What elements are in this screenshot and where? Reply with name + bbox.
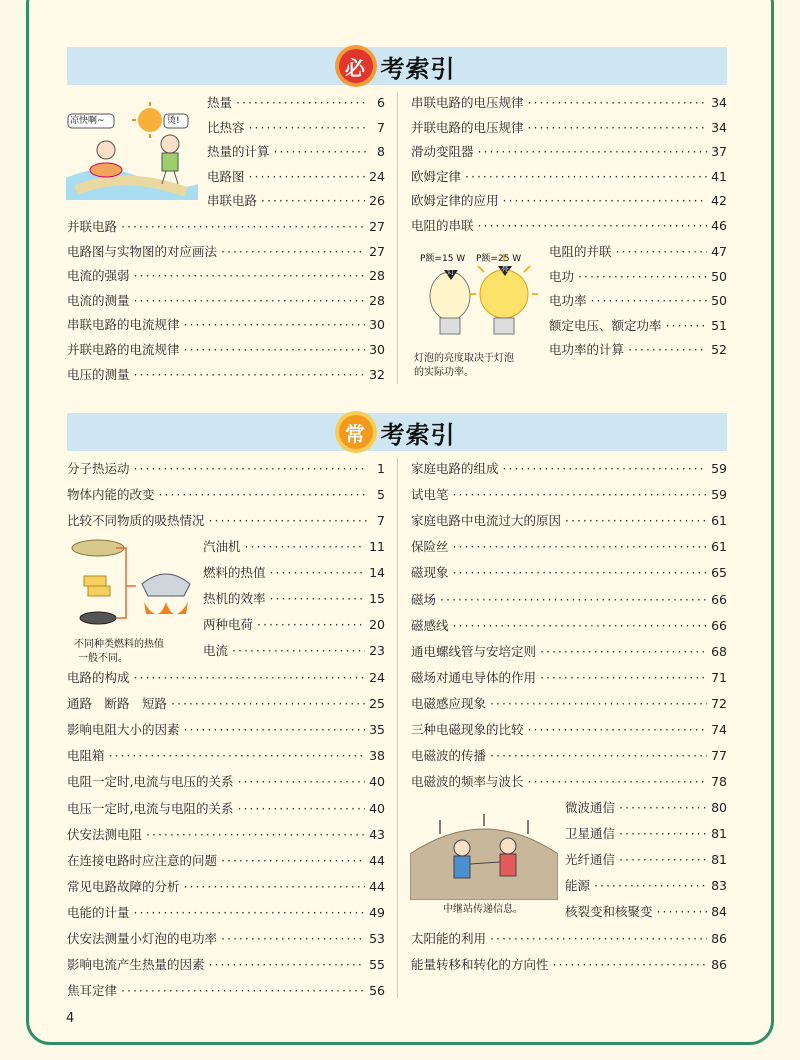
entry-page-number: 15	[369, 591, 385, 607]
index-entry[interactable]	[67, 485, 385, 505]
leader-dots	[121, 217, 365, 237]
index-entry[interactable]	[411, 216, 727, 236]
entry-label: 焦耳定律	[67, 983, 118, 999]
bulb-tag: 灯	[447, 267, 455, 276]
leader-dots	[578, 267, 707, 287]
index-entry[interactable]	[411, 142, 727, 162]
entry-label: 燃料的热值	[203, 565, 266, 581]
entry-label: 三种电磁现象的比较	[411, 722, 524, 737]
entry-label: 家庭电路的组成	[411, 461, 499, 476]
entry-page-number: 5	[377, 487, 385, 503]
entry-page-number: 8	[377, 144, 385, 160]
entry-page-number: 44	[369, 878, 385, 894]
leader-dots	[553, 955, 708, 975]
leader-dots	[453, 616, 708, 636]
entry-label: 影响电流产生热量的因素	[67, 957, 205, 973]
index-entry[interactable]	[67, 772, 385, 792]
index-entry[interactable]	[411, 590, 727, 610]
leader-dots	[134, 291, 366, 311]
leader-dots	[528, 118, 708, 138]
entry-label: 比热容	[207, 119, 245, 135]
entry-label: 串联电路的电流规律	[67, 317, 180, 333]
leader-dots	[237, 772, 365, 792]
entry-page-number: 71	[711, 669, 727, 685]
entry-page-number: 81	[711, 852, 727, 868]
leader-dots	[490, 929, 707, 949]
leader-dots	[478, 142, 708, 162]
entry-page-number: 61	[711, 539, 727, 555]
leader-dots	[134, 459, 367, 479]
entry-page-number: 28	[369, 268, 385, 284]
entry-label: 电功	[549, 268, 575, 284]
index-entry[interactable]	[67, 877, 385, 897]
bulb-power-label: P额=15 W	[420, 254, 466, 264]
entry-label: 磁感线	[411, 617, 449, 633]
leader-dots	[270, 563, 366, 583]
index-entry[interactable]	[67, 981, 385, 1001]
entry-page-number: 6	[377, 95, 385, 110]
index-entry[interactable]	[411, 955, 727, 975]
entry-page-number: 26	[369, 193, 385, 209]
bulb-caption: 灯泡的亮度取决于灯泡	[414, 353, 514, 364]
leader-dots	[528, 772, 708, 792]
leader-dots	[184, 720, 366, 740]
entry-label: 串联电路的电压规律	[411, 95, 524, 110]
entry-page-number: 7	[377, 513, 385, 529]
leader-dots	[490, 694, 707, 714]
entry-page-number: 23	[369, 643, 385, 659]
leader-dots	[666, 316, 708, 336]
leader-dots	[134, 266, 366, 286]
entry-page-number: 28	[369, 292, 385, 308]
leader-dots	[134, 903, 366, 923]
common-badge: 常	[339, 415, 373, 449]
entry-page-number: 53	[369, 931, 385, 946]
entry-page-number: 43	[369, 826, 385, 842]
page-number: 4	[66, 1011, 75, 1026]
entry-label: 能量转移和转化的方向性	[411, 957, 549, 973]
leader-dots	[619, 798, 707, 818]
index-entry[interactable]	[207, 118, 385, 138]
entry-page-number: 86	[711, 931, 727, 946]
entry-page-number: 37	[711, 144, 727, 160]
section-title: 考索引	[380, 54, 456, 83]
entry-page-number: 61	[711, 513, 727, 529]
entry-page-number: 65	[711, 565, 727, 581]
entry-label: 保险丝	[411, 539, 449, 555]
index-entry[interactable]	[411, 191, 727, 211]
leader-dots	[261, 191, 365, 211]
leader-dots	[503, 191, 708, 211]
leader-dots	[540, 668, 707, 688]
leader-dots	[274, 142, 367, 162]
entry-label: 伏安法测量小灯泡的电功率	[67, 931, 218, 946]
index-entry[interactable]	[67, 340, 385, 360]
entry-label: 并联电路	[67, 219, 118, 234]
index-entry[interactable]	[67, 291, 385, 311]
entry-page-number: 14	[369, 565, 385, 581]
index-entry[interactable]	[411, 694, 727, 714]
section-banner-common	[67, 413, 727, 451]
entry-label: 电压的测量	[67, 366, 130, 382]
leader-dots	[440, 590, 707, 610]
entry-page-number: 40	[369, 774, 385, 790]
entry-label: 电压一定时,电流与电阻的关系	[67, 800, 234, 816]
index-entry[interactable]	[411, 93, 727, 113]
index-entry[interactable]	[203, 641, 385, 661]
entry-page-number: 86	[711, 957, 727, 973]
bubble-text: 凉快啊~	[70, 116, 105, 126]
index-entry[interactable]	[67, 668, 385, 688]
entry-page-number: 81	[711, 826, 727, 842]
leader-dots	[171, 694, 365, 714]
fuels-illustration	[66, 536, 196, 636]
entry-page-number: 52	[711, 342, 727, 358]
leader-dots	[121, 981, 365, 1001]
fuel-caption: 不同种类燃料的热值	[74, 639, 164, 650]
leader-dots	[453, 563, 708, 583]
entry-page-number: 77	[711, 748, 727, 764]
leader-dots	[134, 668, 366, 688]
index-entry[interactable]	[67, 955, 385, 975]
entry-label: 并联电路的电压规律	[411, 119, 524, 135]
leader-dots	[528, 93, 708, 113]
entry-label: 电阻的串联	[411, 218, 474, 233]
index-entry[interactable]	[203, 537, 385, 557]
leader-dots	[619, 824, 707, 844]
entry-label: 热量的计算	[207, 144, 270, 160]
index-entry[interactable]	[411, 746, 727, 766]
entry-page-number: 41	[711, 168, 727, 184]
entry-label: 电流的强弱	[67, 268, 130, 284]
leader-dots	[465, 167, 707, 187]
entry-label: 常见电路故障的分析	[67, 878, 180, 894]
leader-dots	[249, 167, 366, 187]
entry-page-number: 27	[369, 219, 385, 234]
index-entry[interactable]	[549, 242, 727, 262]
leader-dots	[249, 118, 367, 138]
entry-page-number: 11	[369, 539, 385, 554]
entry-page-number: 78	[711, 774, 727, 790]
entry-label: 电阻的并联	[549, 244, 612, 259]
index-entry[interactable]	[411, 511, 727, 531]
entry-label: 热量	[207, 95, 233, 110]
entry-page-number: 80	[711, 800, 727, 815]
leader-dots	[270, 589, 366, 609]
leader-dots	[221, 851, 365, 871]
entry-label: 比较不同物质的吸热情况	[67, 513, 205, 529]
index-entry[interactable]	[411, 720, 727, 740]
entry-page-number: 24	[369, 168, 385, 184]
index-entry[interactable]	[565, 876, 727, 896]
index-entry[interactable]	[411, 485, 727, 505]
index-entry[interactable]	[67, 825, 385, 845]
entry-label: 汽油机	[203, 539, 241, 554]
index-entry[interactable]	[67, 851, 385, 871]
entry-label: 电磁波的传播	[411, 748, 487, 764]
leader-dots	[134, 365, 366, 385]
leader-dots	[232, 641, 365, 661]
index-entry[interactable]	[411, 167, 727, 187]
entry-label: 电磁感应现象	[411, 695, 487, 711]
column-divider	[397, 92, 398, 384]
entry-label: 太阳能的利用	[411, 931, 487, 946]
entry-label: 热机的效率	[203, 591, 266, 607]
entry-label: 家庭电路中电流过大的原因	[411, 513, 562, 529]
entry-page-number: 34	[711, 119, 727, 135]
relay-caption: 中继站传递信息。	[443, 904, 523, 915]
leader-dots	[109, 746, 366, 766]
entry-page-number: 27	[369, 243, 385, 259]
leader-dots	[594, 876, 707, 896]
leader-dots	[591, 291, 708, 311]
entry-page-number: 20	[369, 617, 385, 633]
index-entry[interactable]	[549, 316, 727, 336]
leader-dots	[184, 315, 366, 335]
entry-page-number: 30	[369, 342, 385, 357]
entry-label: 电路图	[207, 168, 245, 184]
entry-label: 电阻一定时,电流与电压的关系	[67, 774, 234, 790]
entry-label: 电阻箱	[67, 748, 105, 764]
index-entry[interactable]	[411, 642, 727, 662]
index-entry[interactable]	[411, 118, 727, 138]
index-entry[interactable]	[549, 291, 727, 311]
entry-page-number: 59	[711, 461, 727, 476]
index-entry[interactable]	[203, 589, 385, 609]
entry-label: 串联电路	[207, 193, 258, 209]
entry-page-number: 47	[711, 244, 727, 259]
leader-dots	[503, 459, 708, 479]
index-entry[interactable]	[67, 242, 385, 262]
entry-label: 分子热运动	[67, 461, 130, 476]
entry-label: 微波通信	[565, 800, 616, 815]
entry-page-number: 30	[369, 317, 385, 333]
index-entry[interactable]	[411, 929, 727, 949]
index-entry[interactable]	[565, 798, 727, 818]
index-entry[interactable]	[67, 266, 385, 286]
index-entry[interactable]	[67, 217, 385, 237]
bulb-tag: 亮	[501, 264, 509, 273]
index-entry[interactable]	[67, 315, 385, 335]
leader-dots	[221, 929, 365, 949]
index-entry[interactable]	[203, 615, 385, 635]
index-entry[interactable]	[207, 191, 385, 211]
index-entry[interactable]	[565, 902, 727, 922]
entry-label: 电磁波的频率与波长	[411, 774, 524, 790]
leader-dots	[490, 746, 707, 766]
entry-label: 影响电阻大小的因素	[67, 722, 180, 738]
leader-dots	[540, 642, 707, 662]
column-divider	[397, 458, 398, 998]
entry-label: 电流	[203, 643, 229, 659]
entry-page-number: 32	[369, 366, 385, 382]
leader-dots	[184, 340, 366, 360]
entry-page-number: 38	[369, 748, 385, 764]
entry-label: 在连接电路时应注意的问题	[67, 852, 218, 868]
index-entry[interactable]	[67, 929, 385, 949]
entry-label: 磁场对通电导体的作用	[411, 669, 537, 685]
leader-dots	[236, 93, 367, 113]
entry-page-number: 46	[711, 218, 727, 233]
index-entry[interactable]	[207, 93, 385, 113]
entry-label: 欧姆定律的应用	[411, 193, 499, 209]
entry-page-number: 44	[369, 852, 385, 868]
index-entry[interactable]	[411, 668, 727, 688]
leader-dots	[453, 537, 708, 557]
index-entry[interactable]	[67, 511, 385, 531]
index-entry[interactable]	[67, 365, 385, 385]
index-entry[interactable]	[411, 616, 727, 636]
leader-dots	[237, 799, 365, 819]
leader-dots	[257, 615, 365, 635]
entry-page-number: 50	[711, 268, 727, 284]
index-entry[interactable]	[203, 563, 385, 583]
index-entry[interactable]	[411, 563, 727, 583]
leader-dots	[209, 955, 366, 975]
entry-page-number: 40	[369, 800, 385, 816]
index-entry[interactable]	[411, 459, 727, 479]
entry-page-number: 84	[711, 904, 727, 920]
entry-label: 电路图与实物图的对应画法	[67, 243, 218, 259]
index-entry[interactable]	[411, 772, 727, 792]
entry-page-number: 83	[711, 878, 727, 894]
entry-label: 电路的构成	[67, 670, 130, 685]
entry-label: 光纤通信	[565, 852, 616, 868]
entry-label: 电功率	[549, 293, 587, 309]
entry-page-number: 24	[369, 670, 385, 685]
entry-page-number: 51	[711, 317, 727, 333]
entry-label: 电能的计量	[67, 904, 130, 920]
required-badge: 必	[339, 49, 373, 83]
bubble-text: 烫!	[167, 116, 180, 126]
leader-dots	[146, 825, 365, 845]
entry-label: 电功率的计算	[549, 342, 625, 358]
entry-page-number: 74	[711, 722, 727, 737]
leader-dots	[628, 340, 707, 360]
entry-page-number: 56	[369, 983, 385, 999]
index-entry[interactable]	[67, 799, 385, 819]
index-entry[interactable]	[565, 850, 727, 870]
entry-label: 物体内能的改变	[67, 487, 155, 503]
entry-page-number: 72	[711, 695, 727, 711]
entry-label: 并联电路的电流规律	[67, 342, 180, 357]
entry-label: 滑动变阻器	[411, 144, 474, 160]
relay-station-illustration	[410, 814, 558, 900]
entry-label: 磁场	[411, 591, 437, 607]
leader-dots	[221, 242, 365, 262]
entry-label: 通路 断路 短路	[67, 696, 168, 712]
index-entry[interactable]	[207, 167, 385, 187]
section-title: 考索引	[380, 420, 456, 449]
leader-dots	[565, 511, 707, 531]
entry-label: 通电螺线管与安培定则	[411, 643, 537, 659]
index-entry[interactable]	[411, 537, 727, 557]
entry-page-number: 25	[369, 696, 385, 712]
entry-label: 伏安法测电阻	[67, 826, 143, 842]
entry-label: 电流的测量	[67, 292, 130, 308]
entry-label: 磁现象	[411, 565, 449, 581]
index-entry[interactable]	[67, 459, 385, 479]
fuel-caption: 一般不同。	[78, 653, 128, 664]
entry-page-number: 55	[369, 957, 385, 973]
index-entry[interactable]	[67, 746, 385, 766]
entry-page-number: 7	[377, 119, 385, 135]
index-entry[interactable]	[549, 267, 727, 287]
entry-page-number: 50	[711, 293, 727, 309]
index-entry[interactable]	[67, 720, 385, 740]
entry-label: 能源	[565, 878, 591, 894]
entry-page-number: 49	[369, 904, 385, 920]
leader-dots	[209, 511, 367, 531]
entry-page-number: 1	[377, 461, 385, 476]
entry-page-number: 35	[369, 722, 385, 738]
leader-dots	[528, 720, 708, 740]
entry-page-number: 59	[711, 487, 727, 503]
entry-label: 卫星通信	[565, 826, 616, 842]
index-entry[interactable]	[565, 824, 727, 844]
index-entry[interactable]	[67, 694, 385, 714]
entry-page-number: 68	[711, 643, 727, 659]
index-entry[interactable]	[549, 340, 727, 360]
entry-label: 欧姆定律	[411, 168, 462, 184]
bulb-power-label: P额=25 W	[476, 254, 522, 264]
leader-dots	[616, 242, 708, 262]
entry-label: 核裂变和核聚变	[565, 904, 653, 920]
leader-dots	[245, 537, 366, 557]
leader-dots	[159, 485, 367, 505]
entry-label: 试电笔	[411, 487, 449, 503]
leader-dots	[453, 485, 708, 505]
entry-label: 两种电荷	[203, 617, 254, 633]
section-banner-required	[67, 47, 727, 85]
leader-dots	[619, 850, 707, 870]
entry-page-number: 34	[711, 95, 727, 110]
index-entry[interactable]	[67, 903, 385, 923]
entry-page-number: 66	[711, 617, 727, 633]
leader-dots	[657, 902, 708, 922]
entry-page-number: 66	[711, 591, 727, 607]
entry-page-number: 42	[711, 193, 727, 209]
entry-label: 额定电压、额定功率	[549, 317, 662, 333]
index-entry[interactable]	[207, 142, 385, 162]
leader-dots	[478, 216, 708, 236]
bulb-caption: 的实际功率。	[414, 367, 474, 378]
leader-dots	[184, 877, 366, 897]
